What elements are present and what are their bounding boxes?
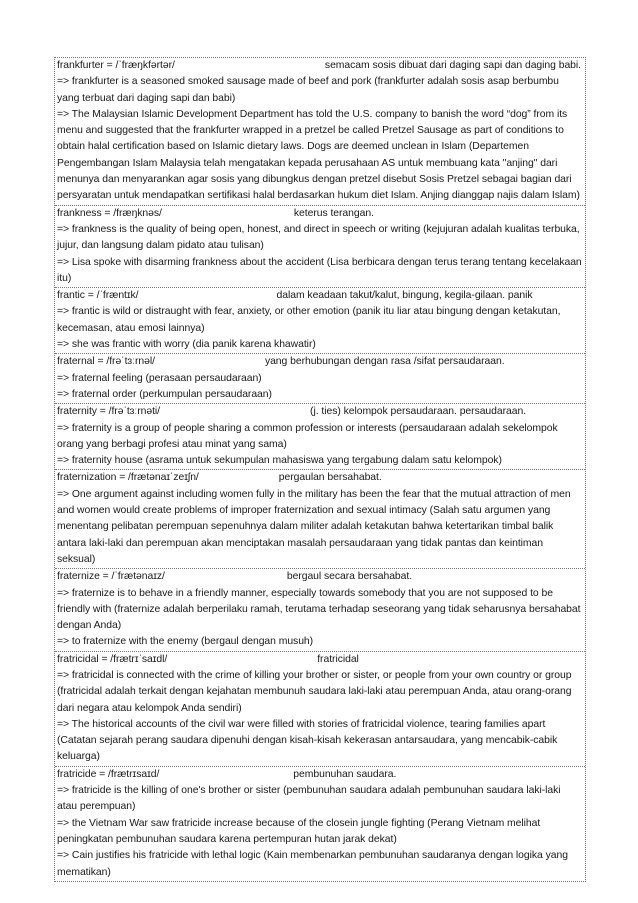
entry-header: [55, 404, 585, 420]
entry-frankness: [55, 205, 585, 287]
example-line: => the Vietnam War saw fratricide increase because of the closein jungle fighting (Perang Vietnam melihat peningkatan pembunuhan saudara karena pertempuran hutan jarak dekat): [57, 817, 541, 845]
headword: fratricide = /frætrɪsaɪd/: [57, 768, 160, 780]
example-line: => to fraternize with the enemy (bergaul dengan musuh): [57, 636, 314, 648]
meaning: yang berhubungan dengan rasa /sifat persaudaraan.: [264, 356, 505, 368]
example-line: => One argument against including women fully in the military has been the fear that the mutual attraction of men and women would create problems of improper fraternization and sexual intimacy (Salah satu argumen yang menentang pelibatan perempuan sepenuhnya dalam militer adalah ketakutan bahwa ketertarikan timbal balik antara laki-laki dan perempuan akan menciptakan masalah persaudaraan yang tidak pantas dan keintiman seksual): [57, 488, 571, 565]
example-line: => frankfurter is a seasoned smoked sausage made of beef and pork (frankfurter adalah sosis asap berbumbu yang terbuat dari daging sapi dan babi): [57, 76, 559, 104]
meaning: bergaul secara bersahabat.: [286, 571, 413, 583]
entry-fraternity: [55, 403, 585, 469]
headword: fraternity = /frəˈtɜːrnəti/: [57, 406, 161, 418]
example-line: => fraternity house (asrama untuk sekumpulan mahasiswa yang tergabung dalam satu kelompok): [57, 455, 502, 467]
meaning: dalam keadaan takut/kalut, bingung, kegila-gilaan. panik: [276, 290, 533, 302]
entry-header: [55, 206, 585, 222]
entry-fratricide: [55, 766, 585, 881]
entry-fraternization: [55, 469, 585, 568]
example-line: => she was frantic with worry (dia panik karena khawatir): [57, 339, 316, 351]
entry-header: [55, 569, 585, 585]
entry-header: [55, 767, 585, 783]
entry-header: [55, 354, 585, 370]
example-line: => fraternal feeling (perasaan persaudaraan): [57, 372, 262, 384]
example-line: => frankness is the quality of being open, honest, and direct in speech or writing (kejujuran adalah kualitas terbuka, jujur, dan langsung dalam pidato atau tulisan): [57, 223, 580, 252]
meaning: pembunuhan saudara.: [293, 768, 397, 780]
example-line: => Cain justifies his fratricide with lethal logic (Kain membenarkan pembunuhan saudaranya dengan logika yang mematikan): [57, 850, 568, 878]
entry-fratricidal: [55, 651, 585, 766]
example-line: => fratricidal is connected with the crime of killing your brother or sister, or people from your own country or group (fratricidal adalah terkait dengan kejahatan membunuh saudara laki-laki atau perempuan Anda, atau orang-orang dari negara atau kelompok Anda sendiri): [57, 669, 572, 714]
example-line: => fraternal order (perkumpulan persaudaraan): [57, 388, 272, 400]
headword: fraternization = /frætənaɪˈzeɪʃn/: [57, 472, 199, 484]
entry-header: [55, 652, 585, 668]
example-line: => The historical accounts of the civil war were filled with stories of fratricidal violence, tearing families apart (Catatan sejarah perang saudara dipenuhi dengan kisah-kisah kekerasan antarsaudara, yang mencabik-cabik keluarga): [57, 718, 558, 763]
meaning: keterus terangan.: [293, 207, 374, 219]
example-line: => fratricide is the killing of one's brother or sister (pembunuhan saudara adalah pembunuhan saudara laki-laki atau perempuan): [57, 785, 561, 813]
headword: frankfurter = /ˈfræŋkfərtər/: [57, 60, 175, 71]
headword: fraternize = /ˈfrætənaɪz/: [57, 571, 165, 583]
entry-header: [55, 470, 585, 486]
dictionary-entries: [54, 57, 586, 882]
entry-frankfurter: [55, 58, 585, 205]
example-line: => Lisa spoke with disarming frankness about the accident (Lisa berbicara dengan terus terang tentang kecelakaan itu): [57, 256, 582, 284]
example-line: => The Malaysian Islamic Development Department has told the U.S. company to banish the word “dog” from its menu and suggested that the frankfurter wrapped in a pretzel be called Pretzel Sausage as part of conditions to obtain halal certification based on Islamic dietary laws. Dogs are deemed unclean in Islam (Departemen Pengembangan Islam Malaysia telah mengatakan kepada perusahaan AS untuk membuang kata "anjing" dari menunya dan menyarankan agar sosis yang dibungkus dengan pretzel disebut Sosis Pretzel sebagai bagian dari persyaratan untuk mendapatkan sertifikasi halal berdasarkan hukum diet Islam. Anjing dianggap najis dalam Islam): [57, 108, 580, 202]
example-line: => fraternity is a group of people sharing a common profession or interests (persaudaraan adalah sekelompok orang yang berbagi profesi atau minat yang sama): [57, 422, 558, 450]
meaning: fratricidal: [317, 653, 359, 665]
entry-fraternal: [55, 353, 585, 403]
headword: frankness = /fræŋknəs/: [57, 207, 162, 219]
example-line: => fraternize is to behave in a friendly manner, especially towards somebody that you are not supposed to be friendly with (fraternize adalah berperilaku ramah, terutama terhadap seseorang yang tidak seharusnya bersahabat dengan Anda): [57, 587, 581, 632]
entry-frantic: [55, 287, 585, 353]
entry-header: [55, 58, 585, 74]
entry-fraternize: [55, 568, 585, 650]
meaning: semacam sosis dibuat dari daging sapi dan daging babi.: [324, 60, 581, 71]
headword: frantic = /ˈfræntɪk/: [57, 290, 139, 302]
meaning: (j. ties) kelompok persaudaraan. persaudaraan.: [310, 406, 527, 418]
headword: fraternal = /frəˈtɜːrnəl/: [57, 356, 155, 368]
entry-header: [55, 288, 585, 304]
example-line: => frantic is wild or distraught with fear, anxiety, or other emotion (panik itu liar atau bingung dengan ketakutan, kecemasan, atau emosi lainnya): [57, 306, 561, 334]
headword: fratricidal = /frætrɪˈsaɪdl/: [57, 653, 168, 665]
meaning: pergaulan bersahabat.: [278, 472, 382, 484]
